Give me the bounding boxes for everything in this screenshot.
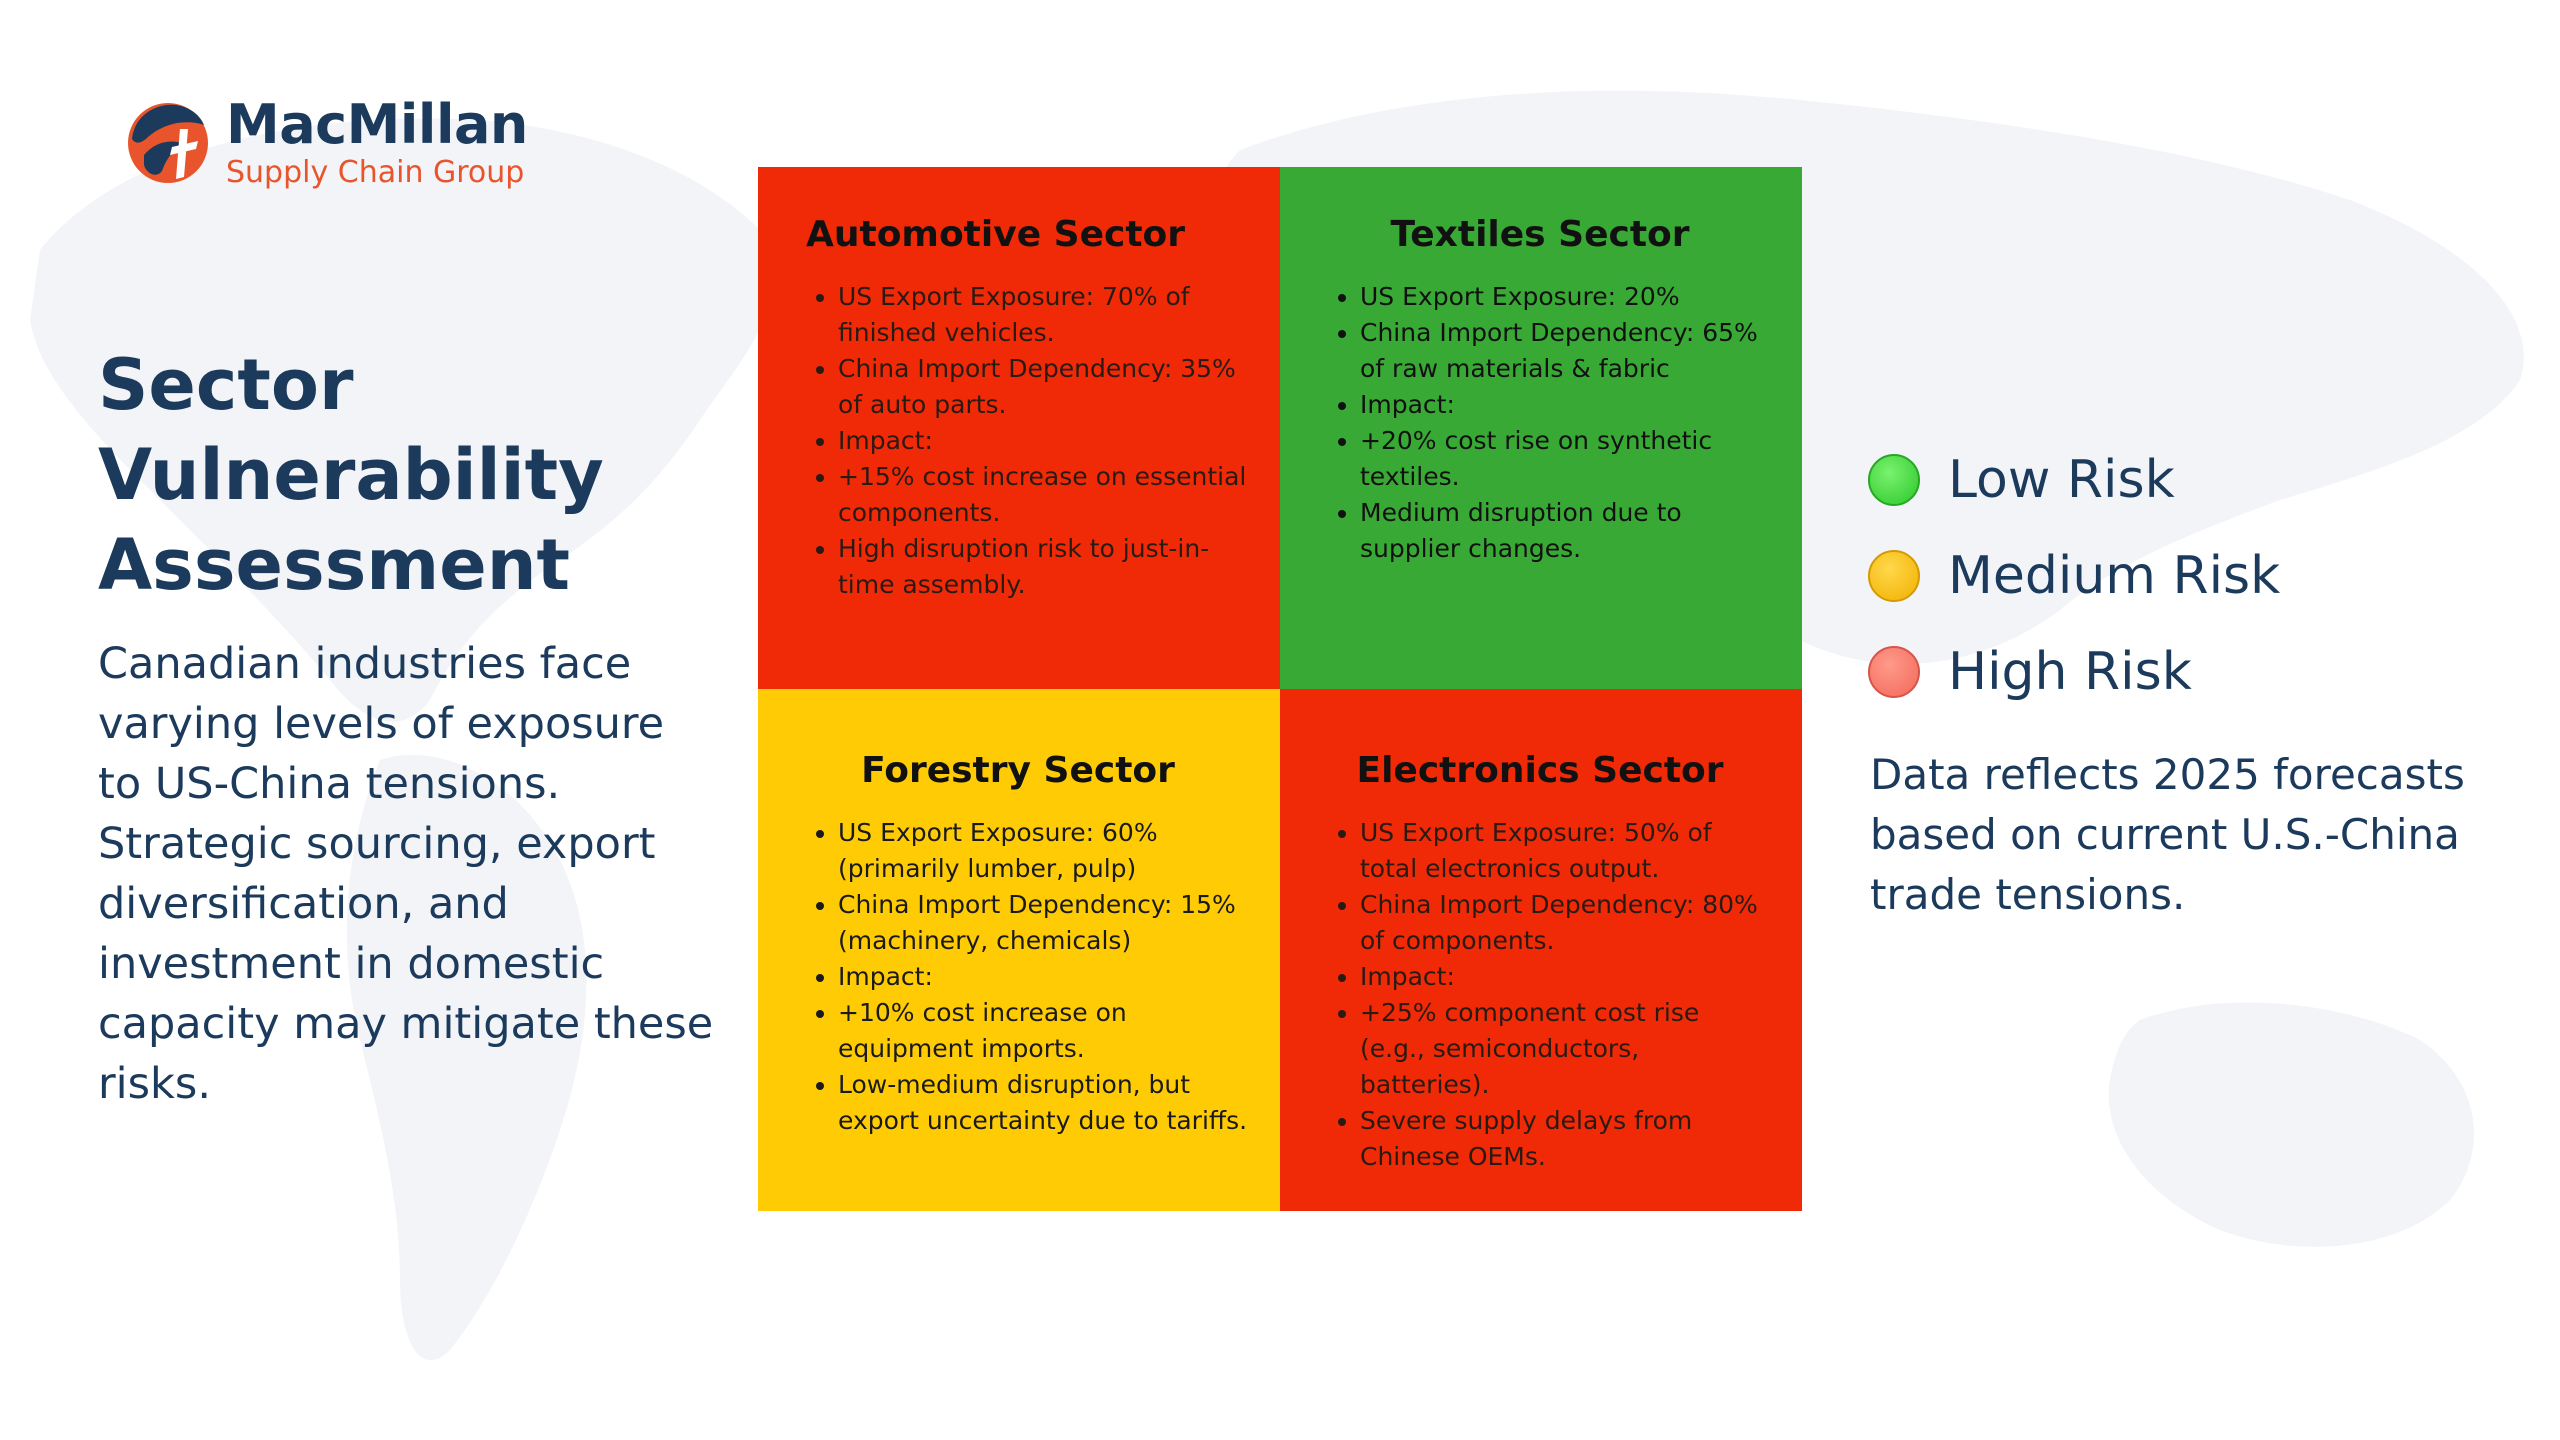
low-risk-dot-icon [1868,454,1920,506]
sector-bullet: • +20% cost rise on synthetic textiles. [1360,423,1772,495]
sector-bullet: • +25% component cost rise (e.g., semiconductors, batteries). [1360,995,1772,1103]
sector-bullet: • China Import Dependency: 65% of raw materials & fabric [1360,315,1772,387]
sector-title: Automotive Sector [806,214,1186,255]
legend-item-medium [1868,528,2280,624]
sector-bullet: • China Import Dependency: 80% of components. [1360,887,1772,959]
sector-bullet: • US Export Exposure: 70% of finished vehicles. [838,279,1250,351]
sector-bullet: • Medium disruption due to supplier changes. [1360,495,1772,567]
sector-card-forestry [758,689,1280,1211]
logo-name: MacMillan [226,93,528,156]
medium-risk-dot-icon [1868,550,1920,602]
page-title: Sector Vulnerability Assessment [98,344,604,606]
risk-legend [1868,432,2280,720]
sector-bullet-list [806,279,1250,603]
sector-bullet: • Impact: [838,423,1250,459]
sector-bullet: • Low-medium disruption, but export uncertainty due to tariffs. [838,1067,1250,1139]
sector-title: Textiles Sector [1390,214,1690,255]
logo-mark-icon [124,99,212,187]
intro-paragraph: Canadian industries face varying levels of exposure to US-China tensions. Strategic sourcing, export diversification, and investment in domestic capacity may mitigate these risks. [98,639,714,1109]
sector-bullet: • Impact: [1360,387,1772,423]
legend-label: Low Risk [1948,450,2175,510]
logo-subtitle: Supply Chain Group [226,155,525,190]
sector-bullet-list [1328,815,1772,1175]
data-source-note: Data reflects 2025 forecasts based on current U.S.-China trade tensions. [1870,750,2465,919]
sector-bullet: • US Export Exposure: 50% of total electronics output. [1360,815,1772,887]
sector-bullet: • US Export Exposure: 20% [1360,279,1772,315]
high-risk-dot-icon [1868,646,1920,698]
legend-label: Medium Risk [1948,546,2281,606]
sector-title: Electronics Sector [1356,750,1724,791]
sector-bullet: • +10% cost increase on equipment imports. [838,995,1250,1067]
sector-risk-grid [758,167,1802,1211]
sector-title: Forestry Sector [861,750,1175,791]
sector-bullet: • US Export Exposure: 60% (primarily lumber, pulp) [838,815,1250,887]
sector-bullet: • High disruption risk to just-in-time assembly. [838,531,1250,603]
legend-label: High Risk [1948,642,2192,702]
sector-bullet-list [1328,279,1772,567]
sector-bullet: • China Import Dependency: 15% (machinery, chemicals) [838,887,1250,959]
sector-card-automotive [758,167,1280,689]
sector-bullet: • +15% cost increase on essential components. [838,459,1250,531]
sector-card-textiles [1280,167,1802,689]
sector-card-electronics [1280,689,1802,1211]
sector-bullet: • Impact: [1360,959,1772,995]
sector-bullet: • China Import Dependency: 35% of auto parts. [838,351,1250,423]
sector-bullet: • Impact: [838,959,1250,995]
company-logo [124,93,528,190]
sector-bullet-list [806,815,1250,1139]
legend-item-low [1868,432,2280,528]
legend-item-high [1868,624,2280,720]
sector-bullet: • Severe supply delays from Chinese OEMs. [1360,1103,1772,1175]
